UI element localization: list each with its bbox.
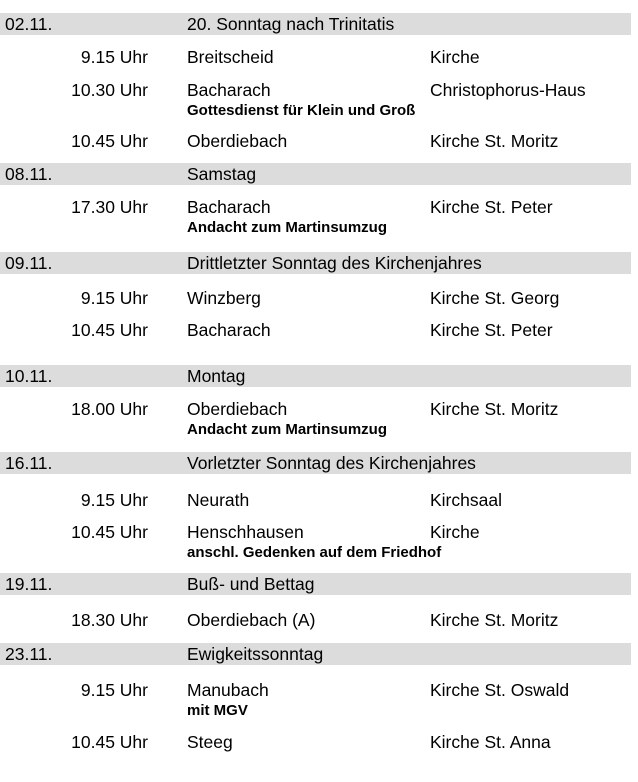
service-time: 9.15 Uhr bbox=[80, 47, 148, 67]
service-note: Andacht zum Martinsumzug bbox=[187, 421, 388, 438]
service-time: 10.45 Uhr bbox=[71, 131, 148, 151]
service-place: Oberdiebach bbox=[187, 131, 288, 151]
service-venue: Kirchsaal bbox=[430, 490, 502, 510]
day-occasion: Ewigkeitssonntag bbox=[187, 644, 324, 664]
service-place: Steeg bbox=[187, 732, 233, 752]
service-place: Neurath bbox=[187, 490, 250, 510]
service-venue: Christophorus-Haus bbox=[430, 80, 586, 100]
service-note: Gottesdienst für Klein und Groß bbox=[187, 102, 416, 119]
service-venue: Kirche St. Moritz bbox=[430, 610, 559, 630]
service-note: anschl. Gedenken auf dem Friedhof bbox=[187, 544, 442, 561]
day-date: 19.11. bbox=[5, 574, 53, 594]
service-place: Bacharach bbox=[187, 197, 271, 217]
day-date: 08.11. bbox=[5, 164, 53, 184]
service-note: Andacht zum Martinsumzug bbox=[187, 219, 388, 236]
service-time: 10.45 Uhr bbox=[71, 522, 148, 542]
service-place: Winzberg bbox=[187, 288, 261, 308]
service-venue: Kirche St. Moritz bbox=[430, 131, 559, 151]
service-place: Bacharach bbox=[187, 320, 271, 340]
day-occasion: Vorletzter Sonntag des Kirchenjahres bbox=[187, 453, 476, 473]
service-time: 9.15 Uhr bbox=[80, 288, 148, 308]
day-date: 09.11. bbox=[5, 253, 53, 273]
day-header-bar bbox=[0, 573, 631, 595]
service-time: 17.30 Uhr bbox=[71, 197, 148, 217]
service-time: 9.15 Uhr bbox=[80, 490, 148, 510]
service-time: 10.45 Uhr bbox=[71, 320, 148, 340]
service-place: Oberdiebach bbox=[187, 399, 288, 419]
service-time: 9.15 Uhr bbox=[80, 680, 148, 700]
service-venue: Kirche St. Moritz bbox=[430, 399, 559, 419]
service-note: mit MGV bbox=[187, 702, 248, 719]
service-time: 18.30 Uhr bbox=[71, 610, 148, 630]
service-place: Bacharach bbox=[187, 80, 271, 100]
day-header-bar bbox=[0, 163, 631, 185]
day-occasion: 20. Sonntag nach Trinitatis bbox=[187, 14, 395, 34]
service-venue: Kirche St. Georg bbox=[430, 288, 560, 308]
day-date: 16.11. bbox=[5, 453, 53, 473]
service-place: Henschhausen bbox=[187, 522, 304, 542]
service-venue: Kirche St. Peter bbox=[430, 320, 553, 340]
day-occasion: Buß- und Bettag bbox=[187, 574, 315, 594]
service-time: 10.30 Uhr bbox=[71, 80, 148, 100]
service-venue: Kirche St. Oswald bbox=[430, 680, 570, 700]
service-time: 18.00 Uhr bbox=[71, 399, 148, 419]
day-header-bar bbox=[0, 365, 631, 387]
day-occasion: Montag bbox=[187, 366, 246, 386]
service-venue: Kirche bbox=[430, 47, 480, 67]
service-venue: Kirche St. Peter bbox=[430, 197, 553, 217]
day-date: 02.11. bbox=[5, 14, 53, 34]
service-place: Manubach bbox=[187, 680, 269, 700]
service-place: Oberdiebach (A) bbox=[187, 610, 316, 630]
service-venue: Kirche St. Anna bbox=[430, 732, 551, 752]
day-occasion: Samstag bbox=[187, 164, 257, 184]
service-venue: Kirche bbox=[430, 522, 480, 542]
service-time: 10.45 Uhr bbox=[71, 732, 148, 752]
day-occasion: Drittletzter Sonntag des Kirchenjahres bbox=[187, 253, 482, 273]
day-date: 23.11. bbox=[5, 644, 53, 664]
day-date: 10.11. bbox=[5, 366, 53, 386]
service-place: Breitscheid bbox=[187, 47, 274, 67]
